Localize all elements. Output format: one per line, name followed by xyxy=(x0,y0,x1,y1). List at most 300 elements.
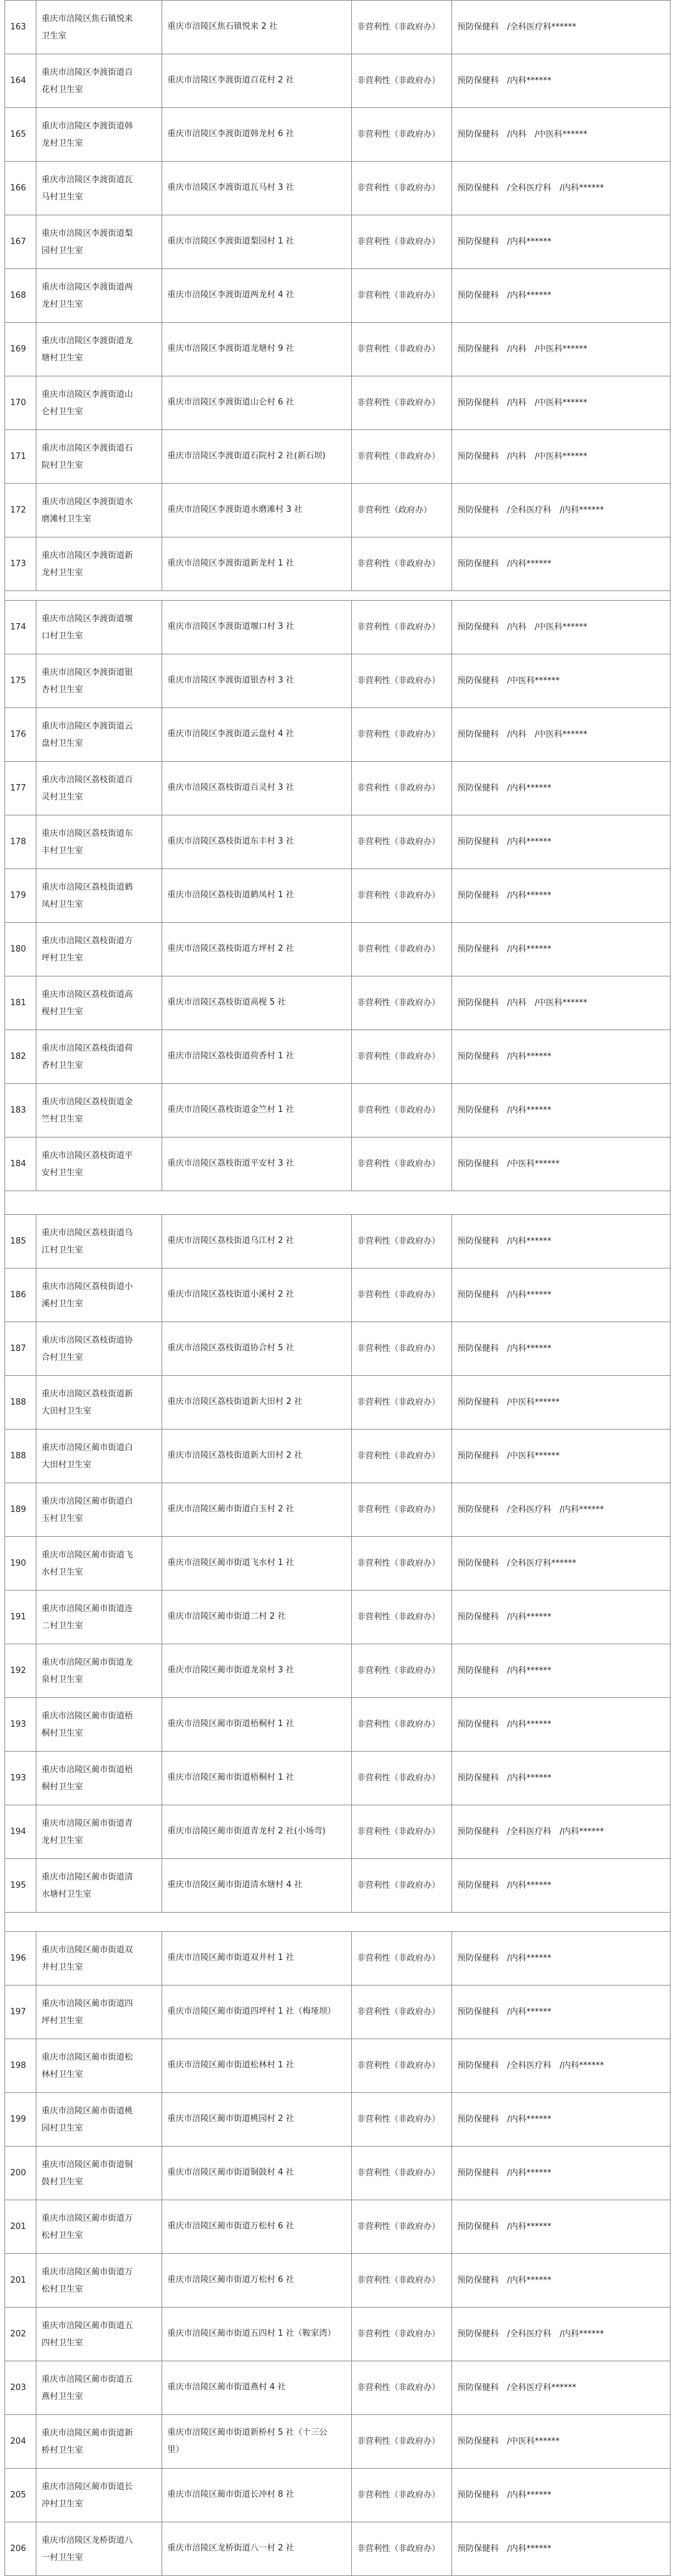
table-row xyxy=(5,1537,671,1591)
facility-nature: 非营利性（非政府办） xyxy=(352,1084,452,1138)
table-row xyxy=(5,1752,671,1805)
facility-name-line: 龙村卫生室 xyxy=(42,138,84,148)
facility-name-line: 重庆市涪陵区李渡街道云 xyxy=(42,721,133,731)
facility-nature: 非营利性（非政府办） xyxy=(352,815,452,869)
facility-table xyxy=(4,0,671,591)
table-row xyxy=(5,2147,671,2200)
address-line: 重庆市涪陵区李渡街道新龙村 1 社 xyxy=(167,559,294,568)
facility-name-line: 一村卫生室 xyxy=(42,2552,84,2563)
facility-name-line: 盘村卫生室 xyxy=(42,738,84,748)
table-row xyxy=(5,923,671,976)
address-line: 重庆市涪陵区焦石镇悦来 2 社 xyxy=(167,22,278,31)
address-line: 重庆市涪陵区蔺市街道新桥村 5 社（十三公 xyxy=(167,2427,328,2437)
facility-nature: 非营利性（非政府办） xyxy=(352,2147,452,2200)
facility-name-line: 重庆市涪陵区蔺市街道长 xyxy=(42,2481,133,2492)
row-number: 194 xyxy=(5,1805,36,1859)
facility-name xyxy=(36,762,162,815)
facility-name-line: 桐村卫生室 xyxy=(42,1782,84,1792)
facility-name-line: 香村卫生室 xyxy=(42,1060,84,1070)
page-gap xyxy=(4,1913,671,1931)
facility-name xyxy=(36,215,162,269)
facility-nature: 非营利性（非政府办） xyxy=(352,2361,452,2415)
facility-nature: 非营利性（非政府办） xyxy=(352,1698,452,1752)
facility-departments: 预防保健科 /内科 /中医科****** xyxy=(452,976,671,1030)
facility-name-line: 重庆市涪陵区蔺市街道铜 xyxy=(42,2159,133,2170)
facility-name-line: 园村卫生室 xyxy=(42,2123,84,2133)
facility-address xyxy=(162,2415,352,2469)
facility-nature: 非营利性（政府办） xyxy=(352,484,452,537)
facility-name-line: 卫生室 xyxy=(42,31,67,41)
facility-departments: 预防保健科 /内科****** xyxy=(452,215,671,269)
facility-name-line: 口村卫生室 xyxy=(42,631,84,641)
row-number: 165 xyxy=(5,108,36,162)
facility-departments: 预防保健科 /内科 /中医科****** xyxy=(452,708,671,762)
facility-departments: 预防保健科 /中医科****** xyxy=(452,1430,671,1483)
facility-name-line: 江村卫生室 xyxy=(42,1245,84,1255)
facility-nature: 非营利性（非政府办） xyxy=(352,1269,452,1322)
facility-name-line: 重庆市涪陵区荔枝街道荷 xyxy=(42,1043,133,1053)
facility-name-line: 四村卫生室 xyxy=(42,2338,84,2348)
facility-departments: 预防保健科 /内科****** xyxy=(452,1591,671,1644)
facility-name xyxy=(36,269,162,323)
facility-address xyxy=(162,1537,352,1591)
address-line: 重庆市涪陵区蔺市街道青龙村 2 社(小场弯) xyxy=(167,1826,326,1836)
facility-name-line: 重庆市涪陵区荔枝街道平 xyxy=(42,1150,133,1161)
address-line: 重庆市涪陵区蔺市街道白玉村 2 社 xyxy=(167,1504,294,1514)
table-row xyxy=(5,2254,671,2308)
facility-name-line: 马村卫生室 xyxy=(42,192,84,202)
row-number: 182 xyxy=(5,1030,36,1084)
facility-address xyxy=(162,2308,352,2361)
facility-departments: 预防保健科 /内科****** xyxy=(452,869,671,923)
facility-departments: 预防保健科 /内科****** xyxy=(452,269,671,323)
facility-departments: 预防保健科 /全科医疗科 /内科****** xyxy=(452,484,671,537)
facility-name xyxy=(36,1084,162,1138)
table-row xyxy=(5,1986,671,2039)
facility-name xyxy=(36,869,162,923)
facility-name xyxy=(36,1698,162,1752)
facility-address xyxy=(162,2469,352,2522)
address-line: 重庆市涪陵区蔺市街道龙泉村 3 社 xyxy=(167,1665,294,1675)
facility-nature: 非营利性（非政府办） xyxy=(352,923,452,976)
facility-address xyxy=(162,54,352,108)
table-row xyxy=(5,869,671,923)
facility-name-line: 坪村卫生室 xyxy=(42,2016,84,2026)
facility-departments: 预防保健科 /内科****** xyxy=(452,2522,671,2576)
facility-name-line: 水塘村卫生室 xyxy=(42,1889,92,1899)
facility-name xyxy=(36,923,162,976)
facility-name-line: 仑村卫生室 xyxy=(42,406,84,417)
facility-nature: 非营利性（非政府办） xyxy=(352,2469,452,2522)
facility-departments: 预防保健科 /中医科****** xyxy=(452,1376,671,1430)
address-line: 重庆市涪陵区荔枝街道金竺村 1 社 xyxy=(167,1105,294,1114)
facility-name-line: 重庆市涪陵区荔枝街道新 xyxy=(42,1389,133,1399)
facility-name-line: 重庆市涪陵区李渡街道龙 xyxy=(42,335,133,346)
facility-name xyxy=(36,1752,162,1805)
facility-name-line: 龙村卫生室 xyxy=(42,1835,84,1846)
facility-address xyxy=(162,708,352,762)
facility-nature: 非营利性（非政府办） xyxy=(352,654,452,708)
facility-name-line: 重庆市涪陵区蔺市街道连 xyxy=(42,1603,133,1614)
facility-name-line: 安村卫生室 xyxy=(42,1168,84,1178)
facility-departments: 预防保健科 /内科****** xyxy=(452,2147,671,2200)
table-row xyxy=(5,1932,671,1986)
row-number: 167 xyxy=(5,215,36,269)
address-line: 重庆市涪陵区李渡街道银杏村 3 社 xyxy=(167,675,294,685)
address-line: 重庆市涪陵区李渡街道梨园村 1 社 xyxy=(167,236,294,246)
facility-name xyxy=(36,1,162,54)
facility-nature: 非营利性（非政府办） xyxy=(352,1591,452,1644)
address-line: 重庆市涪陵区荔枝街道方坪村 2 社 xyxy=(167,944,294,953)
table-row xyxy=(5,1859,671,1913)
facility-name-line: 冲村卫生室 xyxy=(42,2499,84,2509)
address-line: 重庆市涪陵区荔枝街道荷香村 1 社 xyxy=(167,1051,294,1061)
facility-address xyxy=(162,762,352,815)
table-row xyxy=(5,430,671,484)
facility-nature: 非营利性（非政府办） xyxy=(352,1859,452,1913)
facility-departments: 预防保健科 /中医科****** xyxy=(452,2415,671,2469)
facility-name-line: 重庆市涪陵区蔺市街道新 xyxy=(42,2428,133,2438)
facility-name xyxy=(36,323,162,376)
facility-name xyxy=(36,2308,162,2361)
facility-address xyxy=(162,1030,352,1084)
address-line: 重庆市涪陵区李渡街道龙塘村 9 社 xyxy=(167,344,294,353)
address-line: 重庆市涪陵区蔺市街道万松村 6 社 xyxy=(167,2221,294,2231)
facility-name xyxy=(36,1644,162,1698)
facility-address xyxy=(162,2254,352,2308)
facility-address xyxy=(162,1805,352,1859)
row-number: 206 xyxy=(5,2522,36,2576)
facility-name-line: 重庆市涪陵区蔺市街道飞 xyxy=(42,1550,133,1560)
facility-name-line: 重庆市涪陵区蔺市街道五 xyxy=(42,2374,133,2384)
row-number: 163 xyxy=(5,1,36,54)
facility-name-line: 杏村卫生室 xyxy=(42,684,84,695)
facility-departments: 预防保健科 /内科****** xyxy=(452,2093,671,2147)
facility-departments: 预防保健科 /中医科****** xyxy=(452,1138,671,1191)
address-line: 重庆市涪陵区蔺市街道梧桐村 1 社 xyxy=(167,1773,294,1782)
page-gap xyxy=(4,1191,671,1214)
facility-name xyxy=(36,1430,162,1483)
facility-nature: 非营利性（非政府办） xyxy=(352,976,452,1030)
facility-address xyxy=(162,2039,352,2093)
facility-name-line: 重庆市涪陵区李渡街道堰 xyxy=(42,613,133,624)
facility-name-line: 重庆市涪陵区蔺市街道白 xyxy=(42,1442,133,1453)
facility-name-line: 重庆市涪陵区蔺市街道梧 xyxy=(42,1711,133,1721)
row-number: 201 xyxy=(5,2200,36,2254)
address-line: 重庆市涪陵区李渡街道瓦马村 3 社 xyxy=(167,183,294,192)
facility-departments: 预防保健科 /内科 /中医科****** xyxy=(452,376,671,430)
facility-nature: 非营利性（非政府办） xyxy=(352,1483,452,1537)
facility-address xyxy=(162,1269,352,1322)
facility-address xyxy=(162,1752,352,1805)
facility-departments: 预防保健科 /内科 /中医科****** xyxy=(452,601,671,654)
address-line: 重庆市涪陵区蔺市街道双井村 1 社 xyxy=(167,1953,294,1963)
facility-departments: 预防保健科 /内科****** xyxy=(452,1322,671,1376)
facility-nature: 非营利性（非政府办） xyxy=(352,1138,452,1191)
table-row xyxy=(5,269,671,323)
facility-name-line: 重庆市涪陵区荔枝街道方 xyxy=(42,936,133,946)
facility-departments: 预防保健科 /内科****** xyxy=(452,1932,671,1986)
facility-name xyxy=(36,1483,162,1537)
row-number: 166 xyxy=(5,162,36,215)
facility-departments: 预防保健科 /内科****** xyxy=(452,1269,671,1322)
table-row xyxy=(5,976,671,1030)
table-row xyxy=(5,1030,671,1084)
facility-name xyxy=(36,654,162,708)
facility-name-line: 桥村卫生室 xyxy=(42,2445,84,2455)
facility-nature: 非营利性（非政府办） xyxy=(352,1644,452,1698)
address-line: 重庆市涪陵区荔枝街道百灵村 3 社 xyxy=(167,783,294,792)
facility-table xyxy=(4,1214,671,1913)
address-line: 重庆市涪陵区李渡街道山仑村 6 社 xyxy=(167,397,294,407)
facility-name-line: 重庆市涪陵区蔺市街道四 xyxy=(42,1998,133,2009)
facility-name xyxy=(36,815,162,869)
address-line: 重庆市涪陵区李渡街道百花村 2 社 xyxy=(167,75,294,85)
facility-address xyxy=(162,108,352,162)
address-line: 重庆市涪陵区荔枝街道东丰村 3 社 xyxy=(167,837,294,846)
row-number: 189 xyxy=(5,1483,36,1537)
facility-address xyxy=(162,2522,352,2576)
row-number: 172 xyxy=(5,484,36,537)
facility-name-line: 重庆市涪陵区蔺市街道白 xyxy=(42,1496,133,1506)
facility-name-line: 重庆市涪陵区蔺市街道万 xyxy=(42,2267,133,2277)
facility-name xyxy=(36,2147,162,2200)
table-row xyxy=(5,1,671,54)
table-row xyxy=(5,1269,671,1322)
facility-address xyxy=(162,1430,352,1483)
facility-name-line: 磨滩村卫生室 xyxy=(42,514,92,524)
facility-address xyxy=(162,1376,352,1430)
facility-name-line: 重庆市涪陵区李渡街道新 xyxy=(42,550,133,560)
facility-address xyxy=(162,1322,352,1376)
facility-name-line: 大田村卫生室 xyxy=(42,1406,92,1416)
facility-nature: 非营利性（非政府办） xyxy=(352,54,452,108)
facility-name-line: 重庆市涪陵区荔枝街道乌 xyxy=(42,1228,133,1238)
facility-departments: 预防保健科 /内科****** xyxy=(452,1698,671,1752)
facility-name-line: 二村卫生室 xyxy=(42,1621,84,1631)
facility-address xyxy=(162,976,352,1030)
facility-name xyxy=(36,1986,162,2039)
row-number: 185 xyxy=(5,1215,36,1269)
facility-name-line: 重庆市涪陵区蔺市街道五 xyxy=(42,2320,133,2331)
facility-address xyxy=(162,2147,352,2200)
facility-name-line: 花村卫生室 xyxy=(42,84,84,95)
facility-departments: 预防保健科 /全科医疗科 /内科****** xyxy=(452,1805,671,1859)
row-number: 180 xyxy=(5,923,36,976)
facility-departments: 预防保健科 /全科医疗科 /内科****** xyxy=(452,2308,671,2361)
facility-name-line: 重庆市涪陵区李渡街道韩 xyxy=(42,121,133,131)
facility-departments: 预防保健科 /内科****** xyxy=(452,1215,671,1269)
facility-address xyxy=(162,923,352,976)
facility-address xyxy=(162,484,352,537)
facility-name-line: 井村卫生室 xyxy=(42,1962,84,1972)
facility-departments: 预防保健科 /内科****** xyxy=(452,1644,671,1698)
row-number: 196 xyxy=(5,1932,36,1986)
facility-name xyxy=(36,2039,162,2093)
facility-departments: 预防保健科 /内科****** xyxy=(452,1030,671,1084)
row-number: 193 xyxy=(5,1752,36,1805)
row-number: 178 xyxy=(5,815,36,869)
table-row xyxy=(5,654,671,708)
row-number: 181 xyxy=(5,976,36,1030)
table-row xyxy=(5,1138,671,1191)
row-number: 183 xyxy=(5,1084,36,1138)
facility-departments: 预防保健科 /内科****** xyxy=(452,537,671,591)
address-line: 重庆市涪陵区荔枝街道新大田村 2 社 xyxy=(167,1397,303,1407)
facility-nature: 非营利性（非政府办） xyxy=(352,2308,452,2361)
facility-name-line: 重庆市涪陵区蔺市街道龙 xyxy=(42,1657,133,1667)
facility-departments: 预防保健科 /内科****** xyxy=(452,54,671,108)
address-line: 里） xyxy=(167,2444,185,2455)
facility-name-line: 枧村卫生室 xyxy=(42,1006,84,1017)
facility-departments: 预防保健科 /内科****** xyxy=(452,2469,671,2522)
table-row xyxy=(5,1591,671,1644)
facility-name xyxy=(36,976,162,1030)
facility-name xyxy=(36,108,162,162)
facility-name-line: 重庆市涪陵区蔺市街道松 xyxy=(42,2052,133,2062)
facility-address xyxy=(162,2200,352,2254)
facility-address xyxy=(162,162,352,215)
facility-departments: 预防保健科 /内科 /中医科****** xyxy=(452,430,671,484)
facility-name xyxy=(36,1215,162,1269)
facility-address xyxy=(162,1138,352,1191)
table-row xyxy=(5,2039,671,2093)
facility-address xyxy=(162,2093,352,2147)
facility-name-line: 凤村卫生室 xyxy=(42,899,84,909)
address-line: 重庆市涪陵区荔枝街道乌江村 2 社 xyxy=(167,1236,294,1246)
facility-address xyxy=(162,1084,352,1138)
facility-address xyxy=(162,1591,352,1644)
facility-name xyxy=(36,1805,162,1859)
facility-name xyxy=(36,2200,162,2254)
table-row xyxy=(5,1322,671,1376)
facility-departments: 预防保健科 /内科****** xyxy=(452,1752,671,1805)
facility-address xyxy=(162,1698,352,1752)
facility-name-line: 重庆市涪陵区蔺市街道桃 xyxy=(42,2106,133,2116)
facility-address xyxy=(162,1986,352,2039)
facility-departments: 预防保健科 /全科医疗科 /内科****** xyxy=(452,162,671,215)
facility-address xyxy=(162,323,352,376)
table-row xyxy=(5,2200,671,2254)
table-row xyxy=(5,2361,671,2415)
facility-nature: 非营利性（非政府办） xyxy=(352,1932,452,1986)
facility-name-line: 林村卫生室 xyxy=(42,2069,84,2079)
facility-name-line: 重庆市涪陵区李渡街道石 xyxy=(42,443,133,453)
table-row xyxy=(5,1215,671,1269)
row-number: 177 xyxy=(5,762,36,815)
row-number: 201 xyxy=(5,2254,36,2308)
facility-name xyxy=(36,2361,162,2415)
facility-address xyxy=(162,2361,352,2415)
row-number: 173 xyxy=(5,537,36,591)
row-number: 187 xyxy=(5,1322,36,1376)
table-row xyxy=(5,215,671,269)
facility-departments: 预防保健科 /全科医疗科****** xyxy=(452,2361,671,2415)
facility-name xyxy=(36,1376,162,1430)
facility-name-line: 合村卫生室 xyxy=(42,1352,84,1362)
facility-nature: 非营利性（非政府办） xyxy=(352,1,452,54)
facility-name-line: 玉村卫生室 xyxy=(42,1513,84,1523)
facility-name-line: 园村卫生室 xyxy=(42,245,84,256)
facility-name-line: 竺村卫生室 xyxy=(42,1114,84,1124)
facility-name-line: 丰村卫生室 xyxy=(42,845,84,856)
facility-name-line: 重庆市涪陵区李渡街道两 xyxy=(42,282,133,292)
row-number: 168 xyxy=(5,269,36,323)
facility-departments: 预防保健科 /内科****** xyxy=(452,1986,671,2039)
facility-departments: 预防保健科 /内科 /中医科****** xyxy=(452,108,671,162)
facility-nature: 非营利性（非政府办） xyxy=(352,1322,452,1376)
facility-nature: 非营利性（非政府办） xyxy=(352,2254,452,2308)
row-number: 188 xyxy=(5,1430,36,1483)
facility-address xyxy=(162,376,352,430)
address-line: 重庆市涪陵区蔺市街道铜鼓村 4 社 xyxy=(167,2168,294,2177)
row-number: 200 xyxy=(5,2147,36,2200)
table-row xyxy=(5,1430,671,1483)
address-line: 重庆市涪陵区荔枝街道小溪村 2 社 xyxy=(167,1290,294,1299)
table-row xyxy=(5,537,671,591)
facility-departments: 预防保健科 /中医科****** xyxy=(452,654,671,708)
table-row xyxy=(5,162,671,215)
facility-name xyxy=(36,1932,162,1986)
table-row xyxy=(5,2093,671,2147)
facility-address xyxy=(162,269,352,323)
address-line: 重庆市涪陵区蔺市街道燕村 4 社 xyxy=(167,2382,286,2392)
address-line: 重庆市涪陵区蔺市街道四坪村 1 社（梅垭坝） xyxy=(167,2007,336,2016)
table-row xyxy=(5,1483,671,1537)
facility-name-line: 重庆市涪陵区李渡街道百 xyxy=(42,67,133,77)
facility-name-line: 重庆市涪陵区蔺市街道双 xyxy=(42,1945,133,1955)
facility-name-line: 重庆市涪陵区荔枝街道百 xyxy=(42,775,133,785)
facility-departments: 预防保健科 /内科****** xyxy=(452,2200,671,2254)
facility-name-line: 龙村卫生室 xyxy=(42,299,84,309)
table-row xyxy=(5,1084,671,1138)
facility-nature: 非营利性（非政府办） xyxy=(352,1430,452,1483)
table-row xyxy=(5,815,671,869)
facility-address xyxy=(162,537,352,591)
facility-name xyxy=(36,1859,162,1913)
address-line: 重庆市涪陵区荔枝街道平安村 3 社 xyxy=(167,1159,294,1168)
facility-nature: 非营利性（非政府办） xyxy=(352,1537,452,1591)
facility-departments: 预防保健科 /内科****** xyxy=(452,1084,671,1138)
facility-name-line: 重庆市涪陵区李渡街道梨 xyxy=(42,228,133,238)
facility-name-line: 塘村卫生室 xyxy=(42,353,84,363)
facility-name-line: 重庆市涪陵区蔺市街道万 xyxy=(42,2213,133,2223)
address-line: 重庆市涪陵区蔺市街道飞水村 1 社 xyxy=(167,1558,294,1568)
facility-address xyxy=(162,869,352,923)
facility-name xyxy=(36,1322,162,1376)
facility-name-line: 重庆市涪陵区荔枝街道东 xyxy=(42,828,133,838)
facility-nature: 非营利性（非政府办） xyxy=(352,1215,452,1269)
row-number: 175 xyxy=(5,654,36,708)
facility-address xyxy=(162,1932,352,1986)
facility-nature: 非营利性（非政府办） xyxy=(352,2093,452,2147)
facility-name-line: 重庆市涪陵区荔枝街道鹤 xyxy=(42,882,133,892)
address-line: 重庆市涪陵区荔枝街道鹤凤村 1 社 xyxy=(167,890,294,900)
facility-name-line: 松村卫生室 xyxy=(42,2230,84,2241)
address-line: 重庆市涪陵区蔺市街道万松村 6 社 xyxy=(167,2275,294,2285)
facility-name xyxy=(36,376,162,430)
row-number: 199 xyxy=(5,2093,36,2147)
facility-name xyxy=(36,2415,162,2469)
table-row xyxy=(5,1805,671,1859)
facility-name-line: 重庆市涪陵区蔺市街道青 xyxy=(42,1818,133,1828)
facility-departments: 预防保健科 /内科****** xyxy=(452,815,671,869)
row-number: 193 xyxy=(5,1698,36,1752)
row-number: 176 xyxy=(5,708,36,762)
facility-nature: 非营利性（非政府办） xyxy=(352,2039,452,2093)
facility-name-line: 重庆市涪陵区李渡街道水 xyxy=(42,497,133,507)
facility-nature: 非营利性（非政府办） xyxy=(352,2200,452,2254)
